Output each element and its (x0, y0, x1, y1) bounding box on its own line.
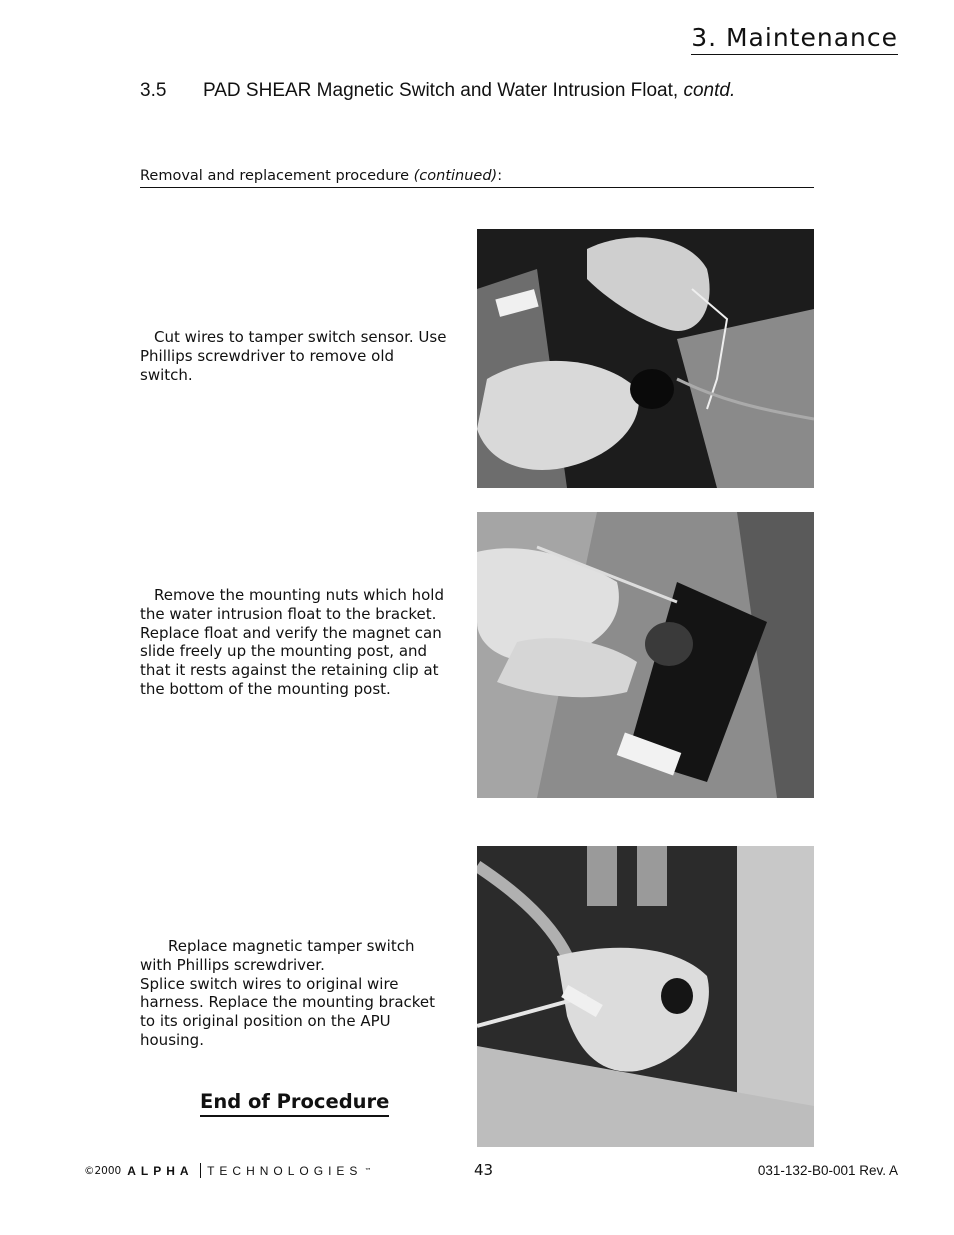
section-title: PAD SHEAR Magnetic Switch and Water Intrusion Float, (203, 80, 679, 101)
page-number: 43 (474, 1161, 494, 1179)
procedure-subheading (140, 168, 814, 188)
subheading-continued: (continued) (413, 168, 498, 184)
section-title-suffix: contd. (683, 80, 736, 101)
step-1-text: Cut wires to tamper switch sensor. Use Phillips screwdriver to remove old switch. (140, 328, 447, 384)
hands-cutting-wires-photo-icon (477, 229, 814, 488)
document-id: 031-132-B0-001 Rev. A (757, 1163, 898, 1178)
section-number: 3.5 (140, 80, 167, 101)
subheading-text: Removal and replacement procedure (140, 168, 410, 184)
subheading-colon: : (497, 168, 503, 184)
step-3-photo (477, 846, 814, 1147)
step-1-photo (477, 229, 814, 488)
step-3-text-line-b: Splice switch wires to original wire harness. Replace the mounting bracket to its original position on the APU housing. (140, 974, 436, 1049)
step-3-text-line-a: Replace magnetic tamper switch with Phillips screwdriver. (140, 937, 415, 974)
section-heading (140, 80, 735, 102)
brand-technologies: TECHNOLOGIES (207, 1163, 363, 1178)
brand-alpha: ALPHA (127, 1163, 194, 1178)
chapter-title: 3. Maintenance (691, 22, 898, 55)
trademark: ™ (364, 1166, 372, 1175)
step-2-photo (477, 512, 814, 798)
brand-divider (200, 1163, 202, 1178)
step-3-text (140, 937, 450, 1050)
step-2-text: Remove the mounting nuts which hold the water intrusion float to the bracket. Replace float and verify the magnet can slide freely up the mounting post, and that it rests against the retaining clip at the bottom of the mounting post. (140, 586, 444, 698)
float-bracket-photo-icon (477, 512, 814, 798)
copyright: ©2000 (84, 1164, 122, 1177)
end-of-procedure: End of Procedure (200, 1090, 389, 1117)
screwdriver-install-photo-icon (477, 846, 814, 1147)
footer-brand (84, 1163, 371, 1178)
